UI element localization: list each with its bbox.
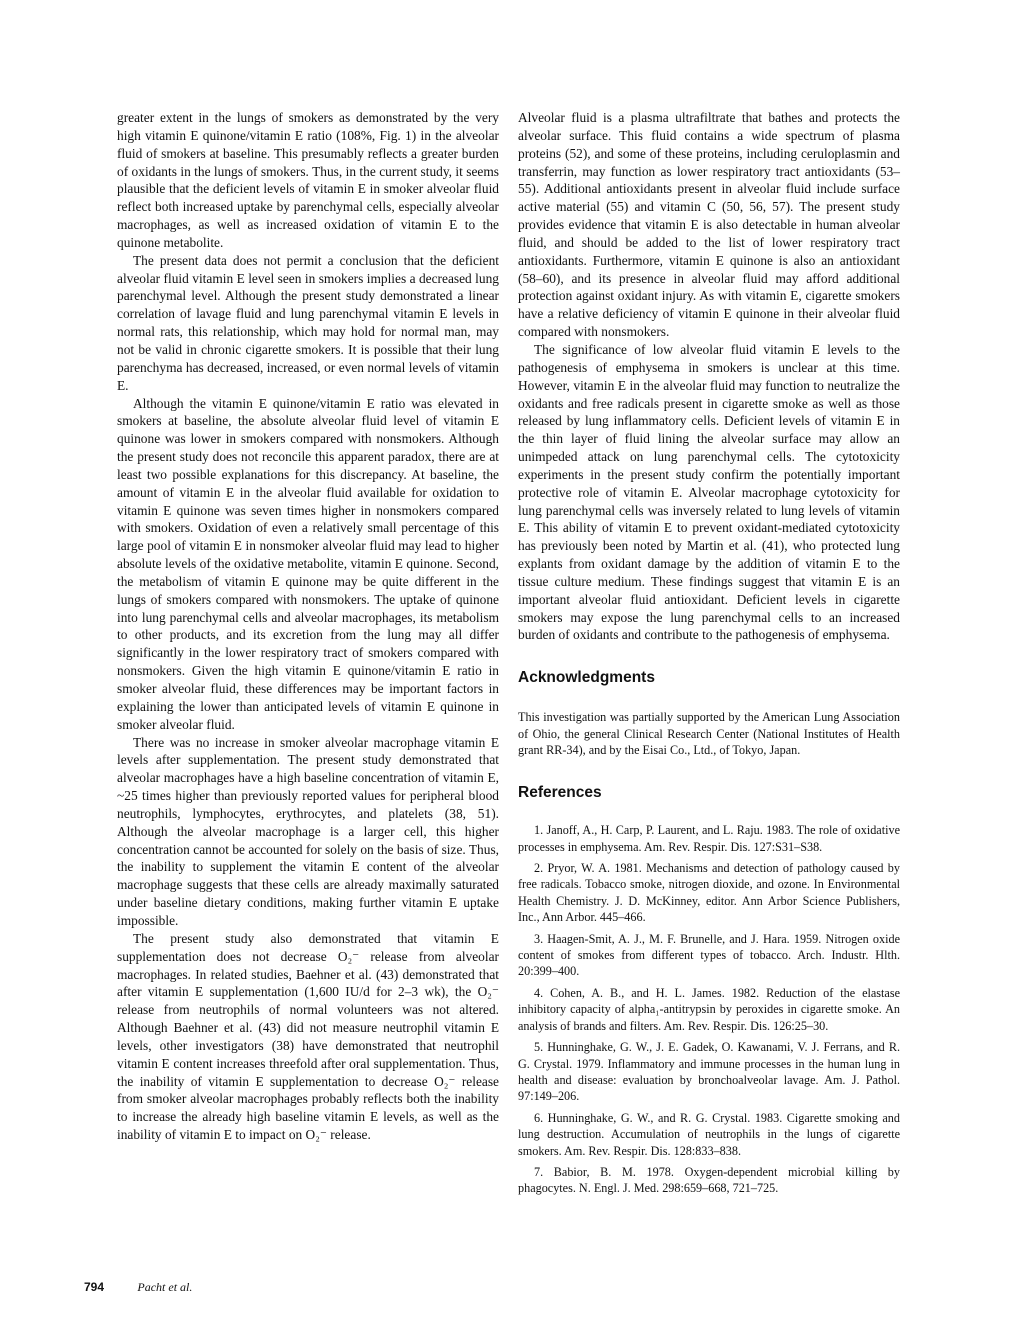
page-number: 794	[84, 1280, 105, 1294]
running-author: Pacht et al.	[137, 1280, 193, 1294]
references-heading: References	[518, 784, 602, 802]
reference-item: 6. Hunninghake, G. W., and R. G. Crystal. 1983. Cigarette smoking and lung destruction. Accumulation of neutrophils in the lungs of cigarette smokers. Am. Rev. Respir. Dis. 128:833–838.	[518, 1110, 900, 1158]
acknowledgments-heading: Acknowledgments	[518, 669, 655, 687]
reference-item: 7. Babior, B. M. 1978. Oxygen-dependent microbial killing by phagocytes. N. Engl. J. Med. 298:659–668, 721–725.	[518, 1164, 900, 1196]
reference-list	[518, 822, 900, 1197]
reference-item: 1. Janoff, A., H. Carp, P. Laurent, and L. Raju. 1983. The role of oxidative processes in emphysema. Am. Rev. Respir. Dis. 127:S31–S38.	[518, 823, 900, 854]
acknowledgments-text: This investigation was partially supported by the American Lung Association of Ohio, the general Clinical Research Center (National Institutes of Health grant RR-34), and by the Eisai Co., Ltd., of Tokyo, Japan.	[518, 710, 900, 757]
right-column	[518, 109, 900, 1202]
body-paragraph: Although the vitamin E quinone/vitamin E ratio was elevated in smokers at baseline, the absolute alveolar fluid level of vitamin E quinone was lower in smokers compared with nonsmokers. Although the present study does not reconcile this apparent paradox, there are at least two possible explanations for this discrepancy. At baseline, the amount of vitamin E in the alveolar fluid available for oxidation to vitamin E quinone was seven times higher in nonsmokers compared with smokers. Oxidation of even a relatively small percentage of this large pool of vitamin E in nonsmoker alveolar fluid may lead to higher absolute levels of the oxidative metabolite, vitamin E quinone. Second, the metabolism of vitamin E quinone may be quite different in the lungs of smokers compared with nonsmokers. The uptake of quinone into lung parenchymal cells and alveolar macrophages, its metabolism to other products, and its excretion from the lung may all differ significantly in the lower respiratory tract of smokers compared with nonsmokers. Given the high vitamin E quinone/vitamin E ratio in smoker alveolar fluid, these differences may be important factors in explaining the lower than anticipated levels of vitamin E quinone in smoker alveolar fluid.	[117, 395, 499, 732]
page-footer	[84, 1280, 192, 1295]
left-column	[117, 109, 499, 1144]
reference-item: 3. Haagen-Smit, A. J., M. F. Brunelle, and J. Hara. 1959. Nitrogen oxide content of smokes from different types of tobacco. Arch. Industr. Hlth. 20:399–400.	[518, 931, 900, 979]
body-paragraph: greater extent in the lungs of smokers as demonstrated by the very high vitamin E quinone/vitamin E ratio (108%, Fig. 1) in the alveolar fluid of smokers at baseline. This presumably reflects a greater burden of oxidants in the lungs of smokers. Thus, in the current study, it seems plausible that the deficient levels of vitamin E in smoker alveolar fluid reflect both increased uptake by parenchymal cells, especially alveolar macrophages, as well as increased oxidation of vitamin E to the quinone metabolite.	[117, 110, 499, 250]
body-paragraph: The present data does not permit a conclusion that the deficient alveolar fluid vitamin E level seen in smokers implies a decreased lung parenchymal level. Although the present study demonstrated a linear correlation of lavage fluid and lung parenchymal vitamin E levels in normal rats, this relationship, which may hold for normal man, may not be valid in chronic cigarette smokers. It is possible that their lung parenchyma has decreased, increased, or even normal levels of vitamin E.	[117, 252, 499, 393]
reference-item: 2. Pryor, W. A. 1981. Mechanisms and detection of pathology caused by free radicals. Tobacco smoke, nitrogen dioxide, and ozone. In Environmental Health Chemistry. J. D. McKinney, editor. Ann Arbor Science Publishers, Inc., Ann Arbor. 445–466.	[518, 861, 900, 925]
reference-item: 4. Cohen, A. B., and H. L. James. 1982. Reduction of the elastase inhibitory capacity of alpha₁-antitrypsin by peroxides in cigarette smoke. An analysis of brands and filters. Am. Rev. Respir. Dis. 126:25–30.	[518, 985, 900, 1033]
body-paragraph: The present study also demonstrated that vitamin E supplementation does not decrease O₂⁻ release from alveolar macrophages. In related studies, Baehner et al. (43) demonstrated that after vitamin E supplementation (1,600 IU/d for 2–3 wk), the O₂⁻ release from neutrophils of normal volunteers was not altered. Although Baehner et al. (43) did not measure neutrophil vitamin E levels, other investigators (38) have demonstrated that neutrophil vitamin E content increases threefold after oral supplementation. Thus, the inability of vitamin E supplementation to decrease O₂⁻ release from smoker alveolar macrophages probably reflects both the inability to increase the already high baseline vitamin E levels, as well as the inability of vitamin E to impact on O₂⁻ release.	[117, 930, 499, 1143]
body-paragraph: Alveolar fluid is a plasma ultrafiltrate that bathes and protects the alveolar surface. This fluid contains a wide spectrum of plasma proteins (52), and some of these proteins, including ceruloplasmin and transferrin, may function as lower respiratory tract antioxidants (53–55). Additional antioxidants present in alveolar fluid include surface active material (55) and vitamin C (50, 56, 57). The present study provides evidence that vitamin E is also detectable in human alveolar fluid, and should be added to the list of lower respiratory tract antioxidants. Furthermore, vitamin E quinone is also an antioxidant (58–60), and its presence in alveolar fluid may afford additional protection against oxidant injury. As with vitamin E, cigarette smokers have a relative deficiency of vitamin E quinone in their alveolar fluid compared with nonsmokers.	[518, 110, 900, 340]
body-paragraph: The significance of low alveolar fluid vitamin E levels to the pathogenesis of emphysema in smokers is unclear at this time. However, vitamin E in the alveolar fluid may function to neutralize the oxidants and free radicals present in cigarette smoke as well as those released by lung inflammatory cells. Deficient levels of vitamin E in the thin layer of fluid lining the alveolar surface may allow an unimpeded attack on lung parenchymal cells. The cytotoxicity experiments in the present study confirm the potentially important protective role of vitamin E. Alveolar macrophage cytotoxicity for lung parenchymal cells was inversely related to lung levels of vitamin E. This ability of vitamin E to prevent oxidant-mediated cytotoxicity has previously been noted by Martin et al. (41), who protected lung explants from oxidant damage by the addition of vitamin E to the tissue culture medium. These findings suggest that vitamin E is an important alveolar fluid antioxidant. Deficient levels in cigarette smokers may expose the lung parenchymal cells to an increased burden of oxidants and contribute to the pathogenesis of emphysema.	[518, 341, 900, 643]
body-paragraph: There was no increase in smoker alveolar macrophage vitamin E levels after supplementation. The present study demonstrated that alveolar macrophages have a high baseline concentration of vitamin E, ~25 times higher than previously reported values for peripheral blood neutrophils, lymphocytes, erythrocytes, and platelets (38, 51). Although the alveolar macrophage is a larger cell, this higher concentration cannot be accounted for solely on the basis of size. Thus, the inability to supplement the vitamin E content of the alveolar macrophage suggests that these cells are already maximally saturated under baseline dietary conditions, making further vitamin E uptake impossible.	[117, 734, 499, 928]
reference-item: 5. Hunninghake, G. W., J. E. Gadek, O. Kawanami, V. J. Ferrans, and R. G. Crystal. 1979. Inflammatory and immune processes in the human lung in health and disease: evaluation by bronchoalveolar lavage. Am. J. Pathol. 97:149–206.	[518, 1040, 900, 1104]
